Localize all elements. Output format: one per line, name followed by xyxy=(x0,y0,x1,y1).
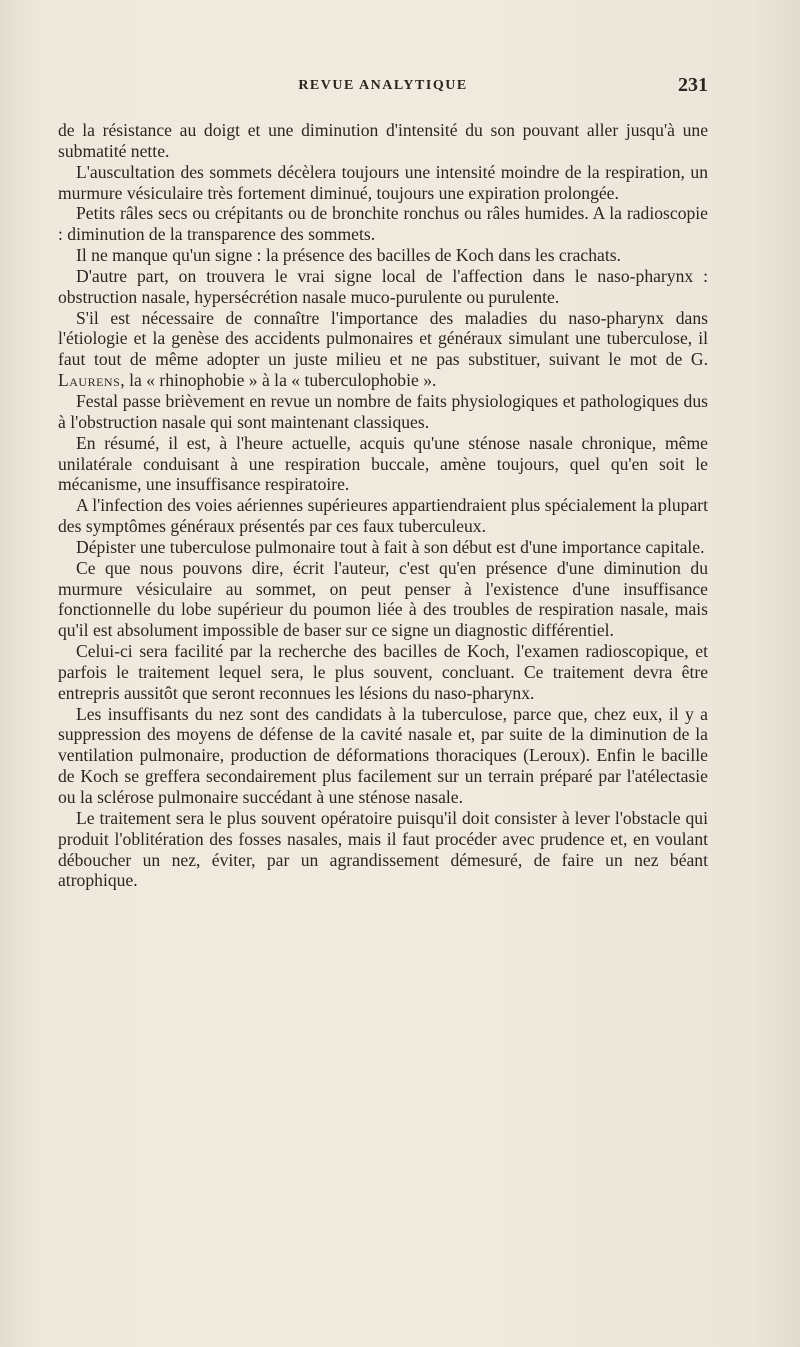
paragraph-4: Il ne manque qu'un signe : la présence des bacilles de Koch dans les crachats. xyxy=(76,245,621,266)
paragraph-1: de la résistance au doigt et une diminution d'intensité du son pouvant aller jusqu'à une submatité nette. xyxy=(58,120,708,161)
paragraph-13: Les insuffisants du nez sont des candidats à la tuberculose, parce que, chez eux, il y a suppression des moyens de défense de la cavité nasale et, par suite de la diminution de la ventilation pulmonaire, production de déformations thoraciques (Leroux). Enfin le bacille de Koch se greffera secondairement plus facilement sur un terrain préparé par l'atélectasie ou la sclérose pulmonaire succédant à une sténose nasale. xyxy=(58,703,708,807)
paragraph-2: L'auscultation des sommets décèlera toujours une intensité moindre de la respiration, un murmure vésiculaire très fortement diminué, toujours une expiration prolongée. xyxy=(58,161,708,203)
paragraph-6-part-2: , la « rhinophobie » à la « tuberculophobie ». xyxy=(120,370,437,391)
paragraph-6 xyxy=(58,308,708,391)
paragraph-3: Petits râles secs ou crépitants ou de bronchite ronchus ou râles humides. A la radioscopie : diminution de la transparence des sommets. xyxy=(58,203,708,245)
author-name-laurens: Laurens xyxy=(58,370,121,391)
paragraph-5: D'autre part, on trouvera le vrai signe local de l'affection dans le naso-pharynx : obstruction nasale, hypersécrétion nasale muco-purulente ou purulente. xyxy=(58,265,708,307)
paragraph-8: En résumé, il est, à l'heure actuelle, acquis qu'une sténose nasale chronique, même unilatérale conduisant à une respiration buccale, amène toujours, quel qu'en soit le mécanisme, une insuffisance respiratoire. xyxy=(58,432,708,495)
paragraph-11: Ce que nous pouvons dire, écrit l'auteur, c'est qu'en présence d'une diminution du murmure vésiculaire au sommet, on peut penser à l'existence d'une insuffisance fonctionnelle du lobe supérieur du poumon liée à des troubles de respiration nasale, mais qu'il est absolument impossible de baser sur ce signe un diagnostic différentiel. xyxy=(58,557,708,641)
page-number: 231 xyxy=(678,74,708,96)
paragraph-9: A l'infection des voies aériennes supérieures appartiendraient plus spécialement la plupart des symptômes généraux présentés par ces faux tuberculeux. xyxy=(58,495,708,537)
paragraph-7: Festal passe brièvement en revue un nombre de faits physiologiques et pathologiques dus à l'obstruction nasale qui sont maintenant classiques. xyxy=(58,390,708,432)
article-body xyxy=(58,120,708,891)
running-head: REVUE ANALYTIQUE xyxy=(298,78,468,93)
paragraph-10: Dépister une tuberculose pulmonaire tout à fait à son début est d'une importance capitale. xyxy=(76,536,705,557)
paragraph-12: Celui-ci sera facilité par la recherche des bacilles de Koch, l'examen radioscopique, et parfois le traitement lequel sera, le plus souvent, concluant. Ce traitement devra être entrepris aussitôt que seront reconnues les lésions du naso-pharynx. xyxy=(58,641,708,703)
page-header xyxy=(58,74,708,104)
paragraph-6-part-1: S'il est nécessaire de connaître l'importance des maladies du naso-pharynx dans l'étiologie et la genèse des accidents pulmonaires et généraux simulant une tuberculose, il faut tout de même adopter un juste milieu et ne pas substituer, suivant le mot de G. xyxy=(58,307,708,370)
paragraph-14: Le traitement sera le plus souvent opératoire puisqu'il doit consister à lever l'obstacle qui produit l'oblitération des fosses nasales, mais il faut procéder avec prudence et, en voulant déboucher un nez, éviter, par un agrandissement démesuré, de faire un nez béant atrophique. xyxy=(58,807,708,891)
